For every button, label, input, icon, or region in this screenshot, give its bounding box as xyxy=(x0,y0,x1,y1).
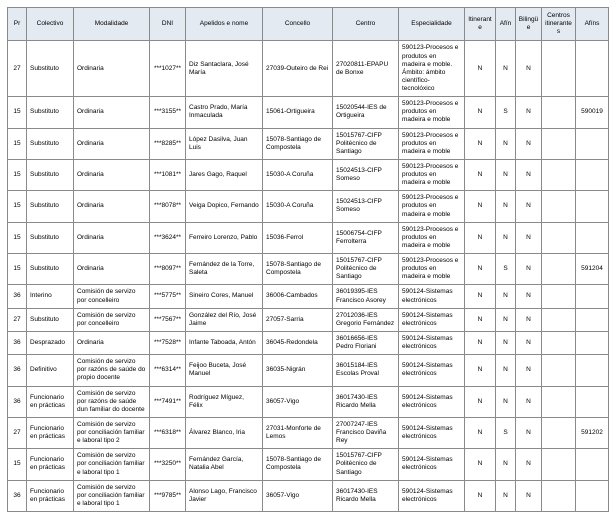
cell-nome: Álvarez Blanco, Iria xyxy=(186,417,263,448)
column-header-modalidade: Modalidade xyxy=(74,8,150,41)
cell-concello: 15078-Santiago de Compostela xyxy=(263,128,333,159)
column-header-pr: Pr xyxy=(8,8,27,41)
cell-afins xyxy=(576,222,609,253)
cell-centros_itinerantes xyxy=(542,480,576,511)
cell-centro: 15015767-CIFP Politécnico de Santiago xyxy=(333,128,399,159)
cell-centros_itinerantes xyxy=(542,386,576,417)
table-row xyxy=(8,386,609,417)
cell-nome: Rodríguez Míguez, Félix xyxy=(186,386,263,417)
cell-especialidade: 590124-Sistemas electrónicos xyxy=(399,355,465,386)
cell-dni: ***3250** xyxy=(150,449,186,480)
cell-pr: 36 xyxy=(8,285,27,308)
cell-bilingue: N xyxy=(516,449,542,480)
cell-modalidade: Comisión de servizo por conciliación familiar e laboral tipo 2 xyxy=(74,417,150,448)
cell-modalidade: Ordinaria xyxy=(74,222,150,253)
table-row xyxy=(8,308,609,331)
cell-especialidade: 590124-Sistemas electrónicos xyxy=(399,386,465,417)
cell-itinerante: N xyxy=(465,97,496,128)
cell-afins: 591202 xyxy=(576,417,609,448)
cell-especialidade: 590123-Procesos e produtos en madeira e moble. Ámbito: ámbito científico-tecnolóxico xyxy=(399,41,465,97)
cell-nome: Alonso Lago, Francisco Javier xyxy=(186,480,263,511)
table-row xyxy=(8,159,609,190)
cell-dni: ***6314** xyxy=(150,355,186,386)
cell-centro: 15024513-CIFP Someso xyxy=(333,191,399,222)
cell-centros_itinerantes xyxy=(542,417,576,448)
column-header-nome: Apelidos e nome xyxy=(186,8,263,41)
cell-colectivo: Substituto xyxy=(27,254,74,285)
cell-bilingue: N xyxy=(516,159,542,190)
cell-especialidade: 590123-Procesos e produtos en madeira e moble xyxy=(399,97,465,128)
cell-itinerante: N xyxy=(465,386,496,417)
cell-colectivo: Funcionario en prácticas xyxy=(27,386,74,417)
cell-centro: 36017430-IES Ricardo Mella xyxy=(333,386,399,417)
cell-itinerante: N xyxy=(465,449,496,480)
cell-centros_itinerantes xyxy=(542,159,576,190)
cell-bilingue: N xyxy=(516,480,542,511)
cell-bilingue: N xyxy=(516,254,542,285)
cell-bilingue: N xyxy=(516,285,542,308)
cell-dni: ***7567** xyxy=(150,308,186,331)
cell-especialidade: 590124-Sistemas electrónicos xyxy=(399,308,465,331)
cell-afin: N xyxy=(496,222,516,253)
cell-afins: 591204 xyxy=(576,254,609,285)
cell-colectivo: Substituto xyxy=(27,97,74,128)
cell-itinerante: N xyxy=(465,417,496,448)
cell-colectivo: Definitivo xyxy=(27,355,74,386)
cell-concello: 27031-Monforte de Lemos xyxy=(263,417,333,448)
cell-especialidade: 590124-Sistemas electrónicos xyxy=(399,449,465,480)
cell-afins xyxy=(576,285,609,308)
cell-centro: 15015767-CIFP Politécnico de Santiago xyxy=(333,449,399,480)
cell-afin: N xyxy=(496,159,516,190)
cell-pr: 15 xyxy=(8,128,27,159)
cell-nome: Veiga Dopico, Fernando xyxy=(186,191,263,222)
table-row xyxy=(8,254,609,285)
cell-dni: ***1081** xyxy=(150,159,186,190)
cell-afin: N xyxy=(496,285,516,308)
cell-concello: 27057-Sarria xyxy=(263,308,333,331)
cell-concello: 15030-A Coruña xyxy=(263,159,333,190)
cell-centros_itinerantes xyxy=(542,331,576,354)
cell-concello: 36057-Vigo xyxy=(263,480,333,511)
cell-pr: 15 xyxy=(8,97,27,128)
cell-afin: N xyxy=(496,191,516,222)
cell-bilingue: N xyxy=(516,386,542,417)
cell-dni: ***1027** xyxy=(150,41,186,97)
table-row xyxy=(8,449,609,480)
cell-nome: Jares Gago, Raquel xyxy=(186,159,263,190)
cell-dni: ***8285** xyxy=(150,128,186,159)
teacher-assignments-table xyxy=(7,7,609,512)
cell-afin: N xyxy=(496,128,516,159)
table-row xyxy=(8,222,609,253)
cell-afins xyxy=(576,480,609,511)
cell-nome: López Dasilva, Juan Luis xyxy=(186,128,263,159)
column-header-itinerante: Itinerante xyxy=(465,8,496,41)
cell-bilingue: N xyxy=(516,417,542,448)
cell-pr: 27 xyxy=(8,417,27,448)
cell-dni: ***8097** xyxy=(150,254,186,285)
cell-centro: 27020811-EPAPU de Bonxe xyxy=(333,41,399,97)
cell-centros_itinerantes xyxy=(542,97,576,128)
table-row xyxy=(8,355,609,386)
cell-especialidade: 590124-Sistemas electrónicos xyxy=(399,331,465,354)
cell-colectivo: Funcionario en prácticas xyxy=(27,480,74,511)
cell-itinerante: N xyxy=(465,308,496,331)
cell-nome: Castro Prado, María Inmaculada xyxy=(186,97,263,128)
cell-itinerante: N xyxy=(465,254,496,285)
cell-nome: Sineiro Cores, Manuel xyxy=(186,285,263,308)
cell-afin: S xyxy=(496,97,516,128)
cell-bilingue: N xyxy=(516,191,542,222)
cell-concello: 36035-Nigrán xyxy=(263,355,333,386)
table-row xyxy=(8,417,609,448)
cell-especialidade: 590124-Sistemas electrónicos xyxy=(399,285,465,308)
cell-dni: ***3155** xyxy=(150,97,186,128)
cell-afins xyxy=(576,386,609,417)
cell-centros_itinerantes xyxy=(542,254,576,285)
cell-pr: 15 xyxy=(8,254,27,285)
table-row xyxy=(8,285,609,308)
column-header-afin: Afín xyxy=(496,8,516,41)
cell-colectivo: Substituto xyxy=(27,41,74,97)
cell-concello: 15030-A Coruña xyxy=(263,191,333,222)
cell-centros_itinerantes xyxy=(542,222,576,253)
cell-afin: N xyxy=(496,41,516,97)
cell-pr: 27 xyxy=(8,308,27,331)
cell-bilingue: N xyxy=(516,41,542,97)
cell-centro: 15006754-CIFP Ferrolterra xyxy=(333,222,399,253)
cell-dni: ***9785** xyxy=(150,480,186,511)
cell-itinerante: N xyxy=(465,331,496,354)
cell-colectivo: Funcionario en prácticas xyxy=(27,449,74,480)
table-row xyxy=(8,480,609,511)
cell-especialidade: 590123-Procesos e produtos en madeira e moble xyxy=(399,128,465,159)
cell-nome: González del Río, José Jaime xyxy=(186,308,263,331)
cell-concello: 15078-Santiago de Compostela xyxy=(263,449,333,480)
cell-afin: N xyxy=(496,480,516,511)
cell-pr: 36 xyxy=(8,480,27,511)
cell-especialidade: 590123-Procesos e produtos en madeira e moble xyxy=(399,191,465,222)
cell-colectivo: Substituto xyxy=(27,128,74,159)
cell-pr: 15 xyxy=(8,191,27,222)
cell-pr: 15 xyxy=(8,449,27,480)
cell-dni: ***6318** xyxy=(150,417,186,448)
cell-afin: N xyxy=(496,386,516,417)
cell-centros_itinerantes xyxy=(542,41,576,97)
cell-afins xyxy=(576,308,609,331)
cell-colectivo: Substituto xyxy=(27,191,74,222)
cell-concello: 36006-Cambados xyxy=(263,285,333,308)
table-header-row xyxy=(8,8,609,41)
cell-modalidade: Ordinaria xyxy=(74,128,150,159)
cell-modalidade: Comisión de servizo por concelleiro xyxy=(74,308,150,331)
cell-modalidade: Comisión de servizo por conciliación familiar e laboral tipo 1 xyxy=(74,449,150,480)
column-header-concello: Concello xyxy=(263,8,333,41)
table-row xyxy=(8,41,609,97)
cell-colectivo: Substituto xyxy=(27,222,74,253)
cell-concello: 36057-Vigo xyxy=(263,386,333,417)
cell-modalidade: Comisión de servizo por conciliación familiar e laboral tipo 1 xyxy=(74,480,150,511)
cell-itinerante: N xyxy=(465,285,496,308)
cell-pr: 36 xyxy=(8,386,27,417)
cell-modalidade: Ordinaria xyxy=(74,331,150,354)
cell-colectivo: Interino xyxy=(27,285,74,308)
cell-modalidade: Comisión de servizo por razóns de saúde dun familiar do docente xyxy=(74,386,150,417)
cell-centro: 36015184-IES Escolas Proval xyxy=(333,355,399,386)
cell-centros_itinerantes xyxy=(542,355,576,386)
cell-modalidade: Ordinaria xyxy=(74,97,150,128)
column-header-dni: DNI xyxy=(150,8,186,41)
cell-bilingue: N xyxy=(516,308,542,331)
column-header-especialidade: Especialidade xyxy=(399,8,465,41)
cell-itinerante: N xyxy=(465,41,496,97)
cell-especialidade: 590124-Sistemas electrónicos xyxy=(399,480,465,511)
cell-nome: Feijoo Buceta, José Manuel xyxy=(186,355,263,386)
cell-centro: 15020544-IES de Ortigueira xyxy=(333,97,399,128)
cell-dni: ***7491** xyxy=(150,386,186,417)
cell-itinerante: N xyxy=(465,355,496,386)
cell-especialidade: 590123-Procesos e produtos en madeira e moble xyxy=(399,222,465,253)
cell-afins xyxy=(576,41,609,97)
cell-centro: 36017430-IES Ricardo Mella xyxy=(333,480,399,511)
cell-nome: Ferreiro Lorenzo, Pablo xyxy=(186,222,263,253)
cell-pr: 36 xyxy=(8,355,27,386)
cell-bilingue: N xyxy=(516,355,542,386)
cell-especialidade: 590123-Procesos e produtos en madeira e moble xyxy=(399,254,465,285)
cell-afin: N xyxy=(496,308,516,331)
cell-nome: Fernández de la Torre, Saleta xyxy=(186,254,263,285)
table-row xyxy=(8,191,609,222)
cell-afins xyxy=(576,128,609,159)
cell-centros_itinerantes xyxy=(542,128,576,159)
cell-dni: ***5775** xyxy=(150,285,186,308)
cell-modalidade: Ordinaria xyxy=(74,191,150,222)
cell-afins xyxy=(576,159,609,190)
cell-colectivo: Funcionario en prácticas xyxy=(27,417,74,448)
cell-afins xyxy=(576,331,609,354)
cell-colectivo: Substituto xyxy=(27,159,74,190)
cell-afins xyxy=(576,355,609,386)
cell-pr: 15 xyxy=(8,159,27,190)
cell-bilingue: N xyxy=(516,222,542,253)
column-header-colectivo: Colectivo xyxy=(27,8,74,41)
cell-afins xyxy=(576,449,609,480)
cell-especialidade: 590124-Sistemas electrónicos xyxy=(399,417,465,448)
cell-concello: 15061-Ortigueira xyxy=(263,97,333,128)
column-header-centros_itinerantes: Centros itinerantes xyxy=(542,8,576,41)
cell-colectivo: Substituto xyxy=(27,308,74,331)
cell-afins xyxy=(576,191,609,222)
cell-centro: 27012036-IES Gregorio Fernández xyxy=(333,308,399,331)
cell-nome: Infante Taboada, Antón xyxy=(186,331,263,354)
cell-centro: 15024513-CIFP Someso xyxy=(333,159,399,190)
table-row xyxy=(8,128,609,159)
cell-pr: 15 xyxy=(8,222,27,253)
cell-bilingue: N xyxy=(516,128,542,159)
column-header-bilingue: Bilingüe xyxy=(516,8,542,41)
cell-pr: 27 xyxy=(8,41,27,97)
cell-colectivo: Desprazado xyxy=(27,331,74,354)
cell-afin: N xyxy=(496,355,516,386)
cell-centro: 36016656-IES Pedro Floriani xyxy=(333,331,399,354)
cell-itinerante: N xyxy=(465,128,496,159)
cell-afin: N xyxy=(496,449,516,480)
column-header-centro: Centro xyxy=(333,8,399,41)
cell-itinerante: N xyxy=(465,480,496,511)
cell-centro: 15015767-CIFP Politécnico de Santiago xyxy=(333,254,399,285)
cell-modalidade: Ordinaria xyxy=(74,254,150,285)
cell-concello: 27039-Outeiro de Rei xyxy=(263,41,333,97)
table-row xyxy=(8,97,609,128)
column-header-afins: Afíns xyxy=(576,8,609,41)
cell-modalidade: Ordinaria xyxy=(74,159,150,190)
cell-centros_itinerantes xyxy=(542,449,576,480)
table-row xyxy=(8,331,609,354)
cell-dni: ***3624** xyxy=(150,222,186,253)
cell-afin: S xyxy=(496,254,516,285)
cell-centro: 36019395-IES Francisco Asorey xyxy=(333,285,399,308)
cell-centros_itinerantes xyxy=(542,191,576,222)
cell-itinerante: N xyxy=(465,222,496,253)
cell-afin: N xyxy=(496,331,516,354)
cell-especialidade: 590123-Procesos e produtos en madeira e moble xyxy=(399,159,465,190)
cell-centros_itinerantes xyxy=(542,285,576,308)
cell-concello: 15036-Ferrol xyxy=(263,222,333,253)
cell-afins: 590019 xyxy=(576,97,609,128)
cell-nome: Diz Santaclara, José María xyxy=(186,41,263,97)
cell-centro: 27007247-IES Francisco Daviña Rey xyxy=(333,417,399,448)
cell-pr: 36 xyxy=(8,331,27,354)
cell-nome: Fernández García, Natalia Abel xyxy=(186,449,263,480)
cell-bilingue: N xyxy=(516,331,542,354)
cell-modalidade: Comisión de servizo por razóns de saúde do propio docente xyxy=(74,355,150,386)
cell-dni: ***7528** xyxy=(150,331,186,354)
cell-centros_itinerantes xyxy=(542,308,576,331)
cell-afin: S xyxy=(496,417,516,448)
cell-modalidade: Comisión de servizo por concelleiro xyxy=(74,285,150,308)
cell-dni: ***8078** xyxy=(150,191,186,222)
cell-itinerante: N xyxy=(465,191,496,222)
cell-concello: 36045-Redondela xyxy=(263,331,333,354)
cell-itinerante: N xyxy=(465,159,496,190)
cell-bilingue: N xyxy=(516,97,542,128)
cell-modalidade: Ordinaria xyxy=(74,41,150,97)
cell-concello: 15078-Santiago de Compostela xyxy=(263,254,333,285)
